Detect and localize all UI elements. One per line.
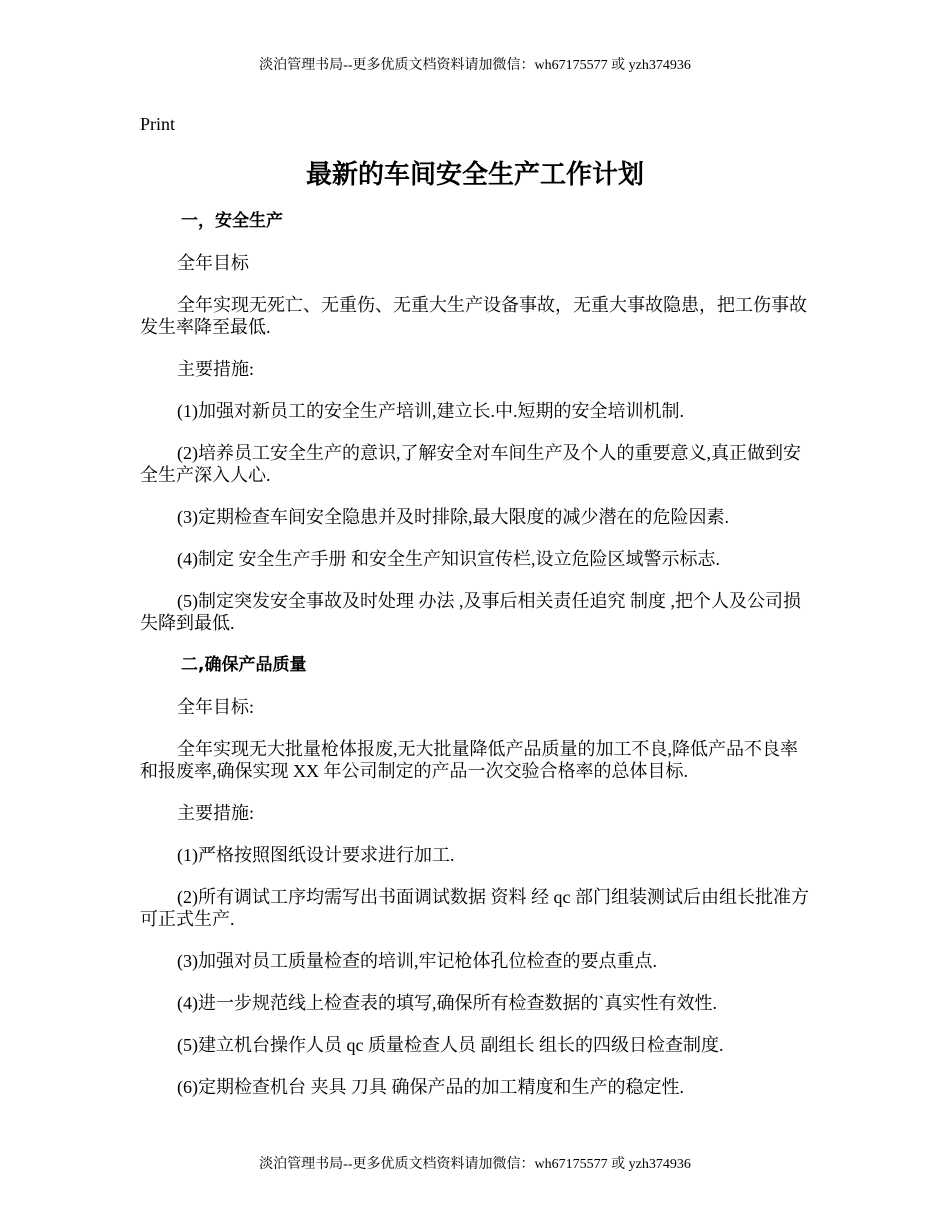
paragraph: (1)严格按照图纸设计要求进行加工. bbox=[177, 845, 455, 865]
paragraph: (4)制定 安全生产手册 和安全生产知识宣传栏,设立危险区域警示标志. bbox=[177, 549, 720, 569]
paragraph: (3)定期检查车间安全隐患并及时排除,最大限度的减少潜在的危险因素. bbox=[177, 507, 729, 527]
paragraph: (3)加强对员工质量检查的培训,牢记枪体孔位检查的要点重点. bbox=[177, 951, 657, 971]
paragraph: 全年目标 bbox=[177, 253, 249, 273]
paragraph: 主要措施: bbox=[177, 359, 255, 379]
section-heading-quality: 二,确保产品质量 bbox=[181, 655, 307, 675]
paragraph: (2)所有调试工序均需写出书面调试数据 资料 经 qc 部门组装测试后由组长批准方可正式生产. bbox=[140, 887, 809, 929]
paragraph: (1)加强对新员工的安全生产培训,建立长.中.短期的安全培训机制. bbox=[177, 401, 684, 421]
paragraph: (4)进一步规范线上检查表的填写,确保所有检查数据的`真实性有效性. bbox=[177, 993, 717, 1013]
document-title: 最新的车间安全生产工作计划 bbox=[305, 160, 644, 189]
paragraph: (6)定期检查机台 夹具 刀具 确保产品的加工精度和生产的稳定性. bbox=[177, 1077, 684, 1097]
paragraph: 全年目标: bbox=[177, 697, 255, 717]
page-footer-note: 淡泊管理书局--更多优质文档资料请加微信：wh67175577 或 yzh374936 bbox=[259, 1157, 691, 1172]
print-label: Print bbox=[140, 114, 176, 134]
paragraph: 全年实现无大批量枪体报废,无大批量降低产品质量的加工不良,降低产品不良率和报废率,确保实现 XX 年公司制定的产品一次交验合格率的总体目标. bbox=[140, 739, 798, 781]
page-header-note: 淡泊管理书局--更多优质文档资料请加微信：wh67175577 或 yzh374936 bbox=[259, 58, 691, 73]
paragraph: 主要措施: bbox=[177, 803, 255, 823]
section-heading-safety: 一，安全生产 bbox=[181, 211, 283, 231]
paragraph: (2)培养员工安全生产的意识,了解安全对车间生产及个人的重要意义,真正做到安全生产深入人心. bbox=[140, 443, 801, 485]
paragraph: (5)建立机台操作人员 qc 质量检查人员 副组长 组长的四级日检查制度. bbox=[177, 1035, 724, 1055]
paragraph: 全年实现无死亡、无重伤、无重大生产设备事故，无重大事故隐患，把工伤事故发生率降至最低. bbox=[140, 295, 807, 337]
document-body bbox=[140, 210, 812, 1118]
paragraph: (5)制定突发安全事故及时处理 办法 ,及事后相关责任追究 制度 ,把个人及公司损失降到最低. bbox=[140, 591, 801, 633]
